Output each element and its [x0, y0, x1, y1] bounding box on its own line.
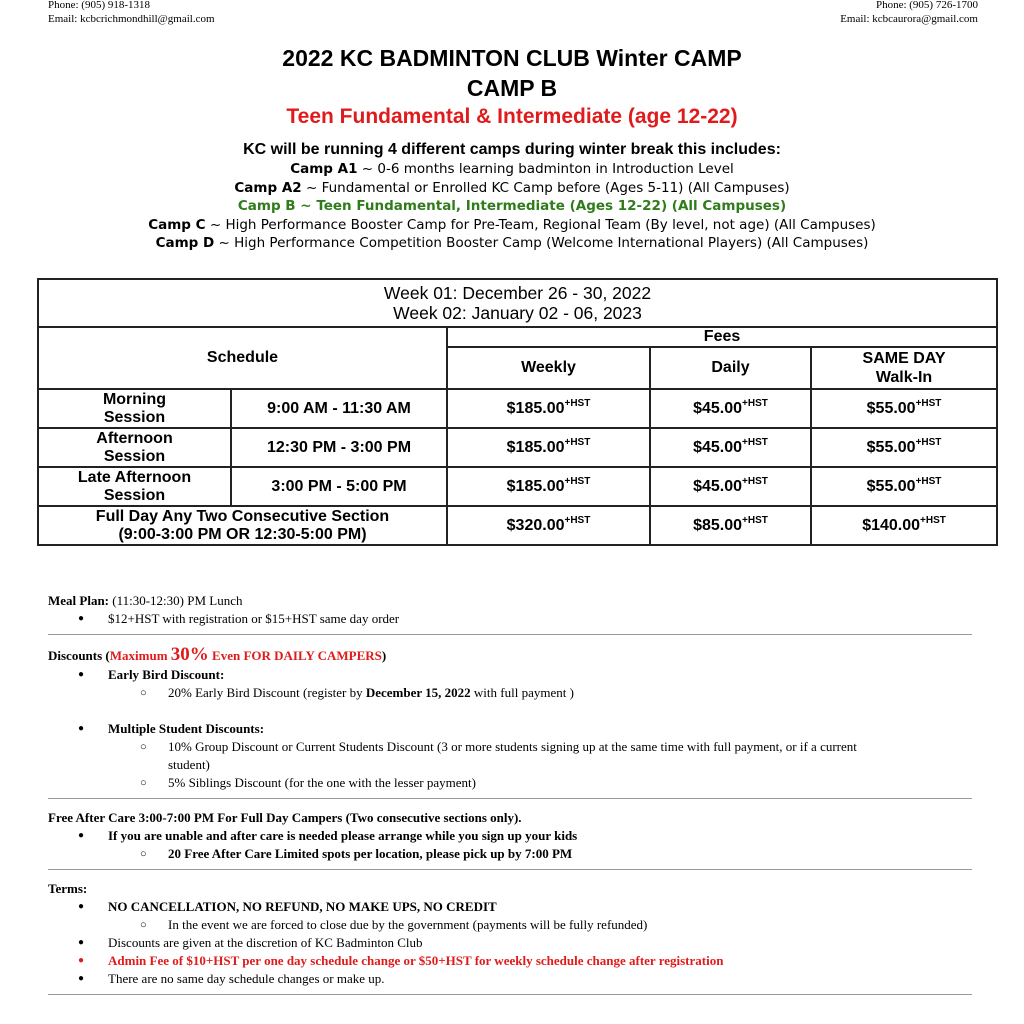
weekly-fee: $\$185.00^{+HST}$	[447, 467, 650, 506]
early-bird-item: ○ 20% Early Bird Discount (register by December 15, 2022 with full payment )	[48, 684, 972, 702]
contact-right	[840, 0, 978, 26]
phone-left: Phone: (905) 918-1318	[48, 0, 151, 11]
session-name: Late Afternoon Session	[38, 467, 231, 506]
walkin-fee: $\$55.00^{+HST}$	[811, 467, 997, 506]
camp-a2: Camp A2 ~ Fundamental or Enrolled KC Camp before (Ages 5-11) (All Campuses)	[234, 179, 790, 196]
camp-d: Camp D ~ High Performance Competition Booster Camp (Welcome International Players) (All Campuses)	[155, 235, 869, 251]
siblings-discount-item: ○ 5% Siblings Discount (for the one with the lesser payment)	[48, 774, 972, 792]
aftercare-subitem: ○ 20 Free After Care Limited spots per location, please pick up by 7:00 PM	[48, 845, 972, 863]
term-no-sameday: ● There are no same day schedule changes or make up.	[48, 970, 972, 988]
table-row	[38, 389, 997, 428]
divider	[48, 634, 972, 635]
contact-left	[48, 0, 215, 26]
walkin-fee: $\$55.00^{+HST}$	[811, 389, 997, 428]
notes-section	[48, 592, 972, 1005]
aftercare-heading: Free After Care 3:00-7:00 PM For Full Day Campers (Two consecutive sections only).	[48, 810, 522, 825]
weekly-fee: $\$320.00^{+HST}$	[447, 506, 650, 545]
meal-plan: Meal Plan: (11:30-12:30) PM Lunch	[48, 593, 243, 608]
term-discretion: ● Discounts are given at the discretion of KC Badminton Club	[48, 934, 972, 952]
email-right: Email: kcbcaurora@gmail.com	[840, 13, 978, 25]
schedule-header: Schedule	[38, 327, 447, 389]
divider	[48, 869, 972, 870]
week-dates	[38, 279, 997, 327]
aftercare-item: ● If you are unable and after care is needed please arrange while you sign up your kids	[48, 827, 972, 845]
daily-fee: $\$45.00^{+HST}$	[650, 428, 811, 467]
divider	[48, 994, 972, 995]
camp-b: Camp B ~ Teen Fundamental, Intermediate (Ages 12-22) (All Campuses)	[237, 198, 787, 214]
daily-header: Daily	[650, 347, 811, 389]
main-title: 2022 KC BADMINTON CLUB Winter CAMP	[282, 45, 742, 71]
daily-fee: $\$85.00^{+HST}$	[650, 506, 811, 545]
email-left: Email: kcbcrichmondhill@gmail.com	[48, 13, 215, 25]
session-time: 3:00 PM - 5:00 PM	[231, 467, 447, 506]
table-row	[38, 428, 997, 467]
camp-list-lead: KC will be running 4 different camps during winter break this includes:	[243, 141, 781, 158]
session-time: 12:30 PM - 3:00 PM	[231, 428, 447, 467]
daily-fee: $\$45.00^{+HST}$	[650, 467, 811, 506]
camp-c: Camp C ~ High Performance Booster Camp for Pre-Team, Regional Team (By level, not age) (All Campuses)	[148, 216, 876, 233]
term-admin-fee: ● Admin Fee of $10+HST per one day schedule change or $50+HST for weekly schedule change after registration	[48, 952, 972, 970]
camp-title: CAMP B	[466, 75, 558, 101]
table-row	[38, 467, 997, 506]
session-time: 9:00 AM - 11:30 AM	[231, 389, 447, 428]
walkin-fee: $\$55.00^{+HST}$	[811, 428, 997, 467]
schedule-table	[37, 278, 998, 546]
camp-list	[0, 140, 1024, 253]
group-discount-item-cont: student)	[168, 757, 210, 772]
week-1: Week 01: December 26 - 30, 2022	[383, 283, 652, 303]
daily-fee: $\$45.00^{+HST}$	[650, 389, 811, 428]
camp-a1: Camp A1 ~ 0-6 months learning badminton in Introduction Level	[290, 161, 734, 177]
fees-header: Fees	[447, 327, 997, 347]
week-2: Week 02: January 02 - 06, 2023	[393, 303, 642, 323]
term-no-refund-sub: ○ In the event we are forced to close due by the government (payments will be fully refunded)	[48, 916, 972, 934]
session-name: Afternoon Session	[38, 428, 231, 467]
weekly-fee: $\$185.00^{+HST}$	[447, 389, 650, 428]
discounts-heading: Discounts (Maximum 30% Even FOR DAILY CAMPERS)	[48, 644, 387, 665]
camp-subtitle: Teen Fundamental & Intermediate (age 12-22)	[286, 105, 738, 128]
phone-right: Phone: (905) 726-1700	[875, 0, 978, 11]
fullday-label: Full Day Any Two Consecutive Section (9:00-3:00 PM OR 12:30-5:00 PM)	[38, 506, 447, 545]
session-name: Morning Session	[38, 389, 231, 428]
group-discount-item: ○ 10% Group Discount or Current Students Discount (3 or more students signing up at the same time with full payment, or if a current	[48, 738, 972, 756]
early-bird-label: ● Early Bird Discount:	[48, 666, 972, 684]
walkin-fee: $\$140.00^{+HST}$	[811, 506, 997, 545]
divider	[48, 798, 972, 799]
table-row-fullday	[38, 506, 997, 545]
terms-heading: Terms:	[48, 881, 88, 896]
weekly-header: Weekly	[447, 347, 650, 389]
weekly-fee: $\$185.00^{+HST}$	[447, 428, 650, 467]
term-no-refund: ● NO CANCELLATION, NO REFUND, NO MAKE UPS, NO CREDIT	[48, 898, 972, 916]
meal-plan-item: ● $12+HST with registration or $15+HST same day order	[48, 610, 972, 628]
walkin-header: SAME DAY Walk-In	[811, 347, 997, 389]
multi-student-label: ● Multiple Student Discounts:	[48, 720, 972, 738]
